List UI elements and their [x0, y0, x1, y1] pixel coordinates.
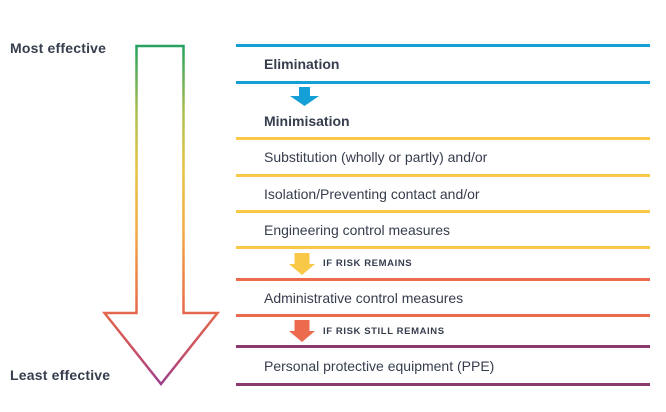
row-if-risk-still-remains [236, 317, 650, 345]
down-arrow-orange-icon [289, 320, 315, 342]
ppe-label: Personal protective equipment (PPE) [264, 357, 495, 374]
controls-hierarchy-list [236, 44, 650, 386]
isolation-label: Isolation/Preventing contact and/or [264, 185, 480, 202]
down-arrow-blue-icon [290, 87, 319, 106]
row-isolation [236, 177, 650, 210]
if-risk-remains-label: IF RISK REMAINS [323, 258, 413, 269]
row-engineering [236, 213, 650, 246]
minimisation-label: Minimisation [264, 113, 350, 129]
row-substitution [236, 140, 650, 174]
engineering-label: Engineering control measures [264, 221, 450, 238]
substitution-label: Substitution (wholly or partly) and/or [264, 149, 488, 165]
most-effective-label: Most effective [10, 40, 107, 56]
least-effective-label: Least effective [10, 367, 111, 383]
divider-purple-bottom [236, 383, 650, 386]
down-arrow-yellow-icon [289, 253, 315, 275]
row-administrative [236, 281, 650, 314]
administrative-label: Administrative control measures [264, 289, 464, 306]
effectiveness-gradient-arrow-icon [100, 40, 222, 390]
row-elimination [236, 47, 650, 81]
elimination-label: Elimination [264, 56, 340, 72]
row-minimisation [236, 84, 650, 137]
row-if-risk-remains [236, 249, 650, 278]
if-risk-still-remains-label: IF RISK STILL REMAINS [323, 325, 445, 337]
row-ppe [236, 348, 650, 383]
